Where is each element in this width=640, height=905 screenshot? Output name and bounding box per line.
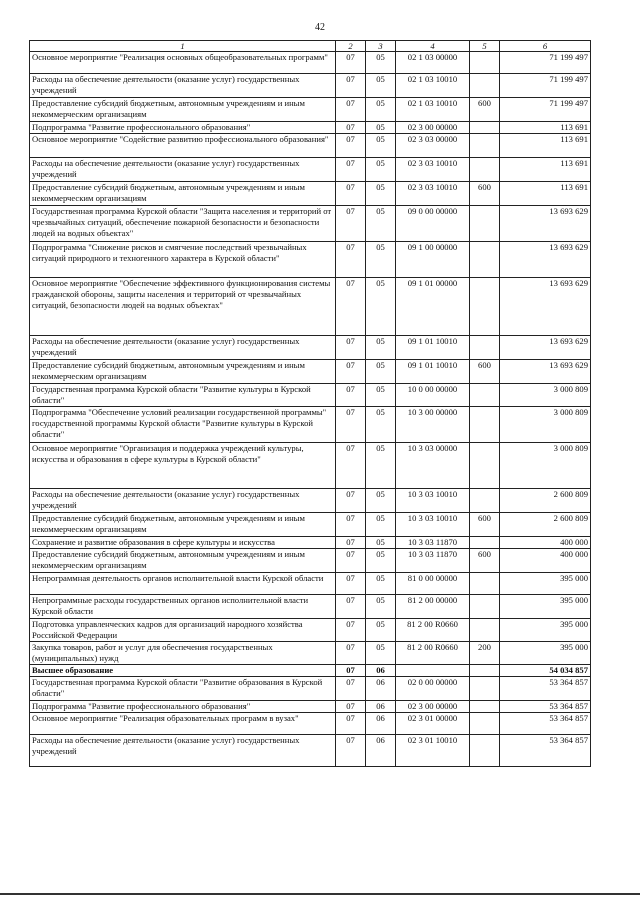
cell-name: Непрограммная деятельность органов исполнительной власти Курской области bbox=[30, 573, 336, 595]
cell-name: Основное мероприятие "Реализация образовательных программ в вузах" bbox=[30, 713, 336, 735]
cell-subsection: 06 bbox=[366, 735, 396, 767]
cell-section: 07 bbox=[336, 489, 366, 513]
cell-subsection: 05 bbox=[366, 122, 396, 134]
cell-target-code: 81 0 00 00000 bbox=[396, 573, 470, 595]
cell-target-code: 10 3 03 11870 bbox=[396, 537, 470, 549]
table-row bbox=[30, 595, 591, 619]
cell-subsection: 05 bbox=[366, 513, 396, 537]
cell-section: 07 bbox=[336, 619, 366, 642]
cell-target-code: 09 0 00 00000 bbox=[396, 206, 470, 242]
cell-section: 07 bbox=[336, 384, 366, 407]
cell-expense-type bbox=[470, 619, 500, 642]
table-row bbox=[30, 537, 591, 549]
cell-target-code: 10 3 03 10010 bbox=[396, 513, 470, 537]
cell-amount: 53 364 857 bbox=[500, 713, 591, 735]
cell-section: 07 bbox=[336, 134, 366, 158]
cell-amount: 400 000 bbox=[500, 537, 591, 549]
cell-target-code: 02 3 03 10010 bbox=[396, 182, 470, 206]
cell-target-code: 02 3 01 10010 bbox=[396, 735, 470, 767]
cell-amount: 54 034 857 bbox=[500, 665, 591, 677]
cell-target-code: 10 0 00 00000 bbox=[396, 384, 470, 407]
cell-amount: 395 000 bbox=[500, 573, 591, 595]
cell-amount: 113 691 bbox=[500, 182, 591, 206]
cell-subsection: 05 bbox=[366, 158, 396, 182]
cell-name: Предоставление субсидий бюджетным, автономным учреждениям и иным некоммерческим организациям bbox=[30, 98, 336, 122]
cell-expense-type: 600 bbox=[470, 549, 500, 573]
cell-section: 07 bbox=[336, 360, 366, 384]
cell-subsection: 05 bbox=[366, 74, 396, 98]
header-row bbox=[30, 41, 591, 52]
cell-name: Высшее образование bbox=[30, 665, 336, 677]
cell-section: 07 bbox=[336, 52, 366, 74]
cell-amount: 113 691 bbox=[500, 122, 591, 134]
cell-target-code: 10 3 03 11870 bbox=[396, 549, 470, 573]
header-col-1: 1 bbox=[30, 41, 336, 52]
cell-amount: 2 600 809 bbox=[500, 513, 591, 537]
cell-section: 07 bbox=[336, 74, 366, 98]
cell-section: 07 bbox=[336, 642, 366, 665]
cell-name: Государственная программа Курской области "Защита населения и территорий от чрезвычайных ситуаций, обеспечение пожарной безопасности и безопасности людей на водных объектах" bbox=[30, 206, 336, 242]
cell-amount: 3 000 809 bbox=[500, 384, 591, 407]
cell-section: 07 bbox=[336, 537, 366, 549]
cell-target-code: 10 3 00 00000 bbox=[396, 407, 470, 443]
cell-expense-type bbox=[470, 735, 500, 767]
cell-expense-type bbox=[470, 701, 500, 713]
cell-target-code: 10 3 03 00000 bbox=[396, 443, 470, 489]
cell-subsection: 05 bbox=[366, 619, 396, 642]
cell-subsection: 05 bbox=[366, 242, 396, 278]
cell-subsection: 05 bbox=[366, 549, 396, 573]
cell-expense-type: 200 bbox=[470, 642, 500, 665]
table-row bbox=[30, 52, 591, 74]
cell-name: Предоставление субсидий бюджетным, автономным учреждениям и иным некоммерческим организациям bbox=[30, 549, 336, 573]
cell-section: 07 bbox=[336, 122, 366, 134]
cell-subsection: 06 bbox=[366, 713, 396, 735]
cell-expense-type: 600 bbox=[470, 98, 500, 122]
cell-target-code: 81 2 00 R0660 bbox=[396, 642, 470, 665]
cell-amount: 53 364 857 bbox=[500, 677, 591, 701]
cell-subsection: 05 bbox=[366, 489, 396, 513]
cell-amount: 71 199 497 bbox=[500, 52, 591, 74]
cell-section: 07 bbox=[336, 407, 366, 443]
cell-subsection: 06 bbox=[366, 677, 396, 701]
cell-section: 07 bbox=[336, 98, 366, 122]
cell-expense-type: 600 bbox=[470, 182, 500, 206]
cell-target-code: 02 1 03 10010 bbox=[396, 98, 470, 122]
cell-name: Основное мероприятие "Обеспечение эффективного функционирования системы гражданской обороны, защиты населения и территорий от чрезвычайных ситуаций, безопасности людей на водных объектах" bbox=[30, 278, 336, 336]
header-col-5: 5 bbox=[470, 41, 500, 52]
table-row bbox=[30, 619, 591, 642]
cell-name: Подпрограмма "Обеспечение условий реализации государственной программы" государственной программы Курской области "Развитие культуры в Курской области" bbox=[30, 407, 336, 443]
cell-expense-type bbox=[470, 665, 500, 677]
table-row bbox=[30, 74, 591, 98]
cell-section: 07 bbox=[336, 158, 366, 182]
cell-amount: 71 199 497 bbox=[500, 98, 591, 122]
cell-amount: 13 693 629 bbox=[500, 278, 591, 336]
cell-subsection: 05 bbox=[366, 336, 396, 360]
cell-subsection: 06 bbox=[366, 665, 396, 677]
cell-expense-type: 600 bbox=[470, 360, 500, 384]
cell-name: Расходы на обеспечение деятельности (оказание услуг) государственных учреждений bbox=[30, 336, 336, 360]
cell-target-code: 09 1 01 10010 bbox=[396, 360, 470, 384]
cell-name: Подпрограмма "Развитие профессионального образования" bbox=[30, 701, 336, 713]
cell-name: Государственная программа Курской области "Развитие образования в Курской области" bbox=[30, 677, 336, 701]
cell-target-code bbox=[396, 665, 470, 677]
cell-expense-type bbox=[470, 537, 500, 549]
cell-name: Подпрограмма "Развитие профессионального образования" bbox=[30, 122, 336, 134]
cell-target-code: 02 3 01 00000 bbox=[396, 713, 470, 735]
cell-amount: 13 693 629 bbox=[500, 336, 591, 360]
table-row bbox=[30, 549, 591, 573]
cell-target-code: 02 3 03 00000 bbox=[396, 134, 470, 158]
table-row bbox=[30, 278, 591, 336]
cell-subsection: 05 bbox=[366, 206, 396, 242]
cell-target-code: 02 1 03 00000 bbox=[396, 52, 470, 74]
cell-name: Сохранение и развитие образования в сфере культуры и искусства bbox=[30, 537, 336, 549]
cell-amount: 395 000 bbox=[500, 619, 591, 642]
cell-section: 07 bbox=[336, 677, 366, 701]
cell-expense-type bbox=[470, 52, 500, 74]
cell-subsection: 06 bbox=[366, 701, 396, 713]
table-row bbox=[30, 158, 591, 182]
cell-name: Расходы на обеспечение деятельности (оказание услуг) государственных учреждений bbox=[30, 158, 336, 182]
table-row bbox=[30, 443, 591, 489]
cell-expense-type bbox=[470, 573, 500, 595]
cell-expense-type bbox=[470, 206, 500, 242]
table-row bbox=[30, 642, 591, 665]
cell-section: 07 bbox=[336, 443, 366, 489]
cell-name: Государственная программа Курской области "Развитие культуры в Курской области" bbox=[30, 384, 336, 407]
cell-section: 07 bbox=[336, 549, 366, 573]
header-col-3: 3 bbox=[366, 41, 396, 52]
cell-subsection: 05 bbox=[366, 384, 396, 407]
cell-target-code: 09 1 01 00000 bbox=[396, 278, 470, 336]
page-number: 42 bbox=[315, 22, 325, 33]
cell-target-code: 02 3 00 00000 bbox=[396, 122, 470, 134]
cell-section: 07 bbox=[336, 701, 366, 713]
cell-expense-type: 600 bbox=[470, 513, 500, 537]
cell-target-code: 02 1 03 10010 bbox=[396, 74, 470, 98]
cell-amount: 113 691 bbox=[500, 158, 591, 182]
cell-expense-type bbox=[470, 489, 500, 513]
cell-expense-type bbox=[470, 278, 500, 336]
cell-subsection: 05 bbox=[366, 595, 396, 619]
table-row bbox=[30, 513, 591, 537]
cell-name: Предоставление субсидий бюджетным, автономным учреждениям и иным некоммерческим организациям bbox=[30, 513, 336, 537]
cell-target-code: 09 1 00 00000 bbox=[396, 242, 470, 278]
table-row bbox=[30, 242, 591, 278]
cell-section: 07 bbox=[336, 336, 366, 360]
cell-subsection: 05 bbox=[366, 278, 396, 336]
cell-section: 07 bbox=[336, 278, 366, 336]
cell-expense-type bbox=[470, 122, 500, 134]
table-row bbox=[30, 701, 591, 713]
cell-name: Подготовка управленческих кадров для организаций народного хозяйства Российской Федерации bbox=[30, 619, 336, 642]
cell-subsection: 05 bbox=[366, 573, 396, 595]
cell-name: Предоставление субсидий бюджетным, автономным учреждениям и иным некоммерческим организациям bbox=[30, 360, 336, 384]
header-col-4: 4 bbox=[396, 41, 470, 52]
cell-expense-type bbox=[470, 443, 500, 489]
cell-section: 07 bbox=[336, 665, 366, 677]
table-row bbox=[30, 573, 591, 595]
cell-name: Основное мероприятие "Содействие развитию профессионального образования" bbox=[30, 134, 336, 158]
cell-amount: 13 693 629 bbox=[500, 242, 591, 278]
cell-subsection: 05 bbox=[366, 360, 396, 384]
cell-name: Подпрограмма "Снижение рисков и смягчение последствий чрезвычайных ситуаций природного и техногенного характера в Курской области" bbox=[30, 242, 336, 278]
cell-name: Основное мероприятие "Реализация основных общеобразовательных программ" bbox=[30, 52, 336, 74]
cell-amount: 2 600 809 bbox=[500, 489, 591, 513]
cell-amount: 53 364 857 bbox=[500, 701, 591, 713]
budget-table bbox=[29, 40, 591, 767]
table-row bbox=[30, 122, 591, 134]
cell-subsection: 05 bbox=[366, 182, 396, 206]
cell-section: 07 bbox=[336, 182, 366, 206]
cell-amount: 3 000 809 bbox=[500, 443, 591, 489]
cell-name: Расходы на обеспечение деятельности (оказание услуг) государственных учреждений bbox=[30, 74, 336, 98]
cell-amount: 400 000 bbox=[500, 549, 591, 573]
header-col-6: 6 bbox=[500, 41, 591, 52]
cell-amount: 53 364 857 bbox=[500, 735, 591, 767]
table-row bbox=[30, 336, 591, 360]
cell-amount: 71 199 497 bbox=[500, 74, 591, 98]
cell-subsection: 05 bbox=[366, 52, 396, 74]
cell-target-code: 10 3 03 10010 bbox=[396, 489, 470, 513]
cell-amount: 395 000 bbox=[500, 595, 591, 619]
cell-expense-type bbox=[470, 407, 500, 443]
table-row bbox=[30, 182, 591, 206]
cell-name: Предоставление субсидий бюджетным, автономным учреждениям и иным некоммерческим организациям bbox=[30, 182, 336, 206]
cell-section: 07 bbox=[336, 573, 366, 595]
table-row bbox=[30, 677, 591, 701]
cell-expense-type bbox=[470, 595, 500, 619]
cell-name: Расходы на обеспечение деятельности (оказание услуг) государственных учреждений bbox=[30, 735, 336, 767]
cell-name: Основное мероприятие "Организация и поддержка учреждений культуры, искусства и образования в сфере культуры в Курской области" bbox=[30, 443, 336, 489]
table-row bbox=[30, 407, 591, 443]
cell-expense-type bbox=[470, 384, 500, 407]
cell-target-code: 81 2 00 00000 bbox=[396, 595, 470, 619]
cell-subsection: 05 bbox=[366, 407, 396, 443]
cell-section: 07 bbox=[336, 713, 366, 735]
header-col-2: 2 bbox=[336, 41, 366, 52]
cell-target-code: 02 0 00 00000 bbox=[396, 677, 470, 701]
cell-section: 07 bbox=[336, 735, 366, 767]
cell-section: 07 bbox=[336, 206, 366, 242]
cell-name: Расходы на обеспечение деятельности (оказание услуг) государственных учреждений bbox=[30, 489, 336, 513]
cell-target-code: 81 2 00 R0660 bbox=[396, 619, 470, 642]
cell-expense-type bbox=[470, 158, 500, 182]
cell-amount: 3 000 809 bbox=[500, 407, 591, 443]
cell-subsection: 05 bbox=[366, 98, 396, 122]
cell-expense-type bbox=[470, 74, 500, 98]
table-row bbox=[30, 489, 591, 513]
cell-subsection: 05 bbox=[366, 537, 396, 549]
cell-amount: 13 693 629 bbox=[500, 206, 591, 242]
cell-amount: 113 691 bbox=[500, 134, 591, 158]
bottom-border-line bbox=[0, 893, 640, 895]
cell-subsection: 05 bbox=[366, 134, 396, 158]
cell-name: Закупка товаров, работ и услуг для обеспечения государственных (муниципальных) нужд bbox=[30, 642, 336, 665]
cell-name: Непрограммные расходы государственных органов исполнительной власти Курской области bbox=[30, 595, 336, 619]
cell-expense-type bbox=[470, 134, 500, 158]
cell-amount: 13 693 629 bbox=[500, 360, 591, 384]
table-row bbox=[30, 360, 591, 384]
table-row bbox=[30, 384, 591, 407]
table-row bbox=[30, 134, 591, 158]
table-row bbox=[30, 713, 591, 735]
cell-amount: 395 000 bbox=[500, 642, 591, 665]
cell-target-code: 09 1 01 10010 bbox=[396, 336, 470, 360]
cell-subsection: 05 bbox=[366, 443, 396, 489]
cell-target-code: 02 3 03 10010 bbox=[396, 158, 470, 182]
cell-expense-type bbox=[470, 713, 500, 735]
cell-expense-type bbox=[470, 677, 500, 701]
cell-expense-type bbox=[470, 336, 500, 360]
table-row bbox=[30, 206, 591, 242]
table-row bbox=[30, 98, 591, 122]
cell-target-code: 02 3 00 00000 bbox=[396, 701, 470, 713]
cell-section: 07 bbox=[336, 513, 366, 537]
cell-section: 07 bbox=[336, 595, 366, 619]
cell-subsection: 05 bbox=[366, 642, 396, 665]
table-row bbox=[30, 735, 591, 767]
table-row bbox=[30, 665, 591, 677]
cell-expense-type bbox=[470, 242, 500, 278]
cell-section: 07 bbox=[336, 242, 366, 278]
